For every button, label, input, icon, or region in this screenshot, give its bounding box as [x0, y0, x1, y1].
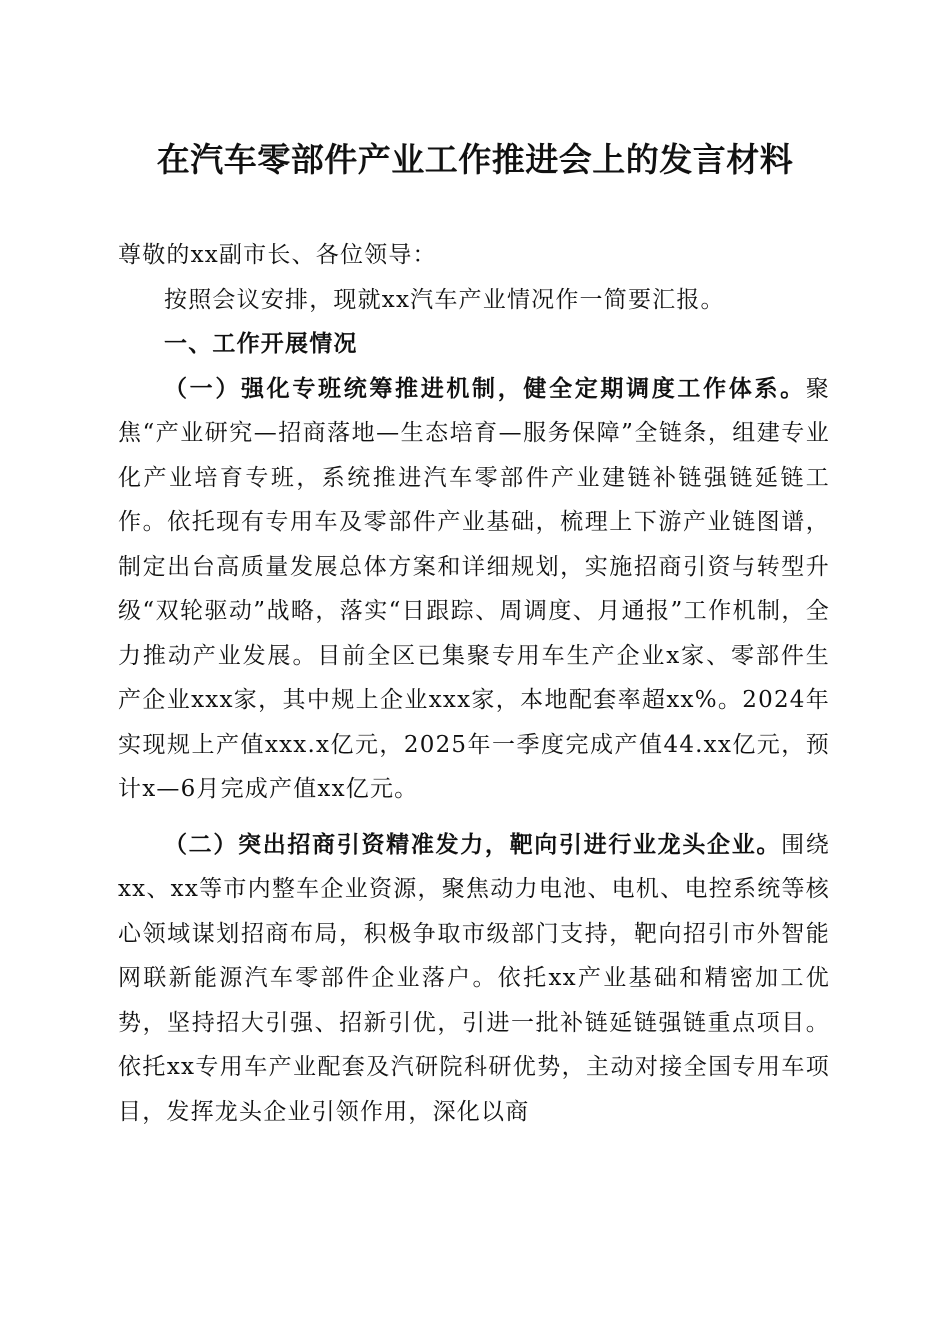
subsection-2-text: 围绕xx、xx等市内整车企业资源，聚焦动力电池、电机、电控系统等核心领域谋划招商布局，积极争取市级部门支持，靶向招引市外智能网联新能源汽车零部件企业落户。依托xx产业基础和精密加工优势，坚持招大引强、招新引优，引进一批补链延链强链重点项目。依托xx专用车产业配套及汽研院科研优势，主动对接全国专用车项目，发挥龙头企业引领作用，深化以商	[118, 831, 830, 1125]
page-title: 在汽车零部件产业工作推进会上的发言材料	[156, 140, 794, 179]
paragraph-spacer	[118, 812, 830, 823]
subsection-1-heading: （一）强化专班统筹推进机制，健全定期调度工作体系。	[164, 374, 806, 402]
subsection-2-paragraph	[118, 823, 830, 1135]
intro-paragraph: 按照会议安排，现就xx汽车产业情况作一简要汇报。	[164, 286, 725, 313]
section-heading: 一、工作开展情况	[164, 331, 358, 357]
subsection-2-heading: （二）突出招商引资精准发力，靶向引进行业龙头企业。	[164, 830, 782, 858]
subsection-1-paragraph	[118, 367, 830, 812]
salutation: 尊敬的xx副市长、各位领导：	[118, 242, 437, 268]
subsection-1-text: 聚焦“产业研究—招商落地—生态培育—服务保障”全链条，组建专业化产业培育专班，系统推进汽车零部件产业建链补链强链延链工作。依托现有专用车及零部件产业基础，梳理上下游产业链图谱，制定出台高质量发展总体方案和详细规划，实施招商引资与转型升级“双轮驱动”战略，落实“日跟踪、周调度、月通报”工作机制，全力推动产业发展。目前全区已集聚专用车生产企业x家、零部件生产企业xxx家，其中规上企业xxx家，本地配套率超xx%。2024年实现规上产值xxx.x亿元，2025年一季度完成产值44.xx亿元，预计x—6月完成产值xx亿元。	[118, 375, 830, 802]
document-body	[118, 233, 830, 1134]
